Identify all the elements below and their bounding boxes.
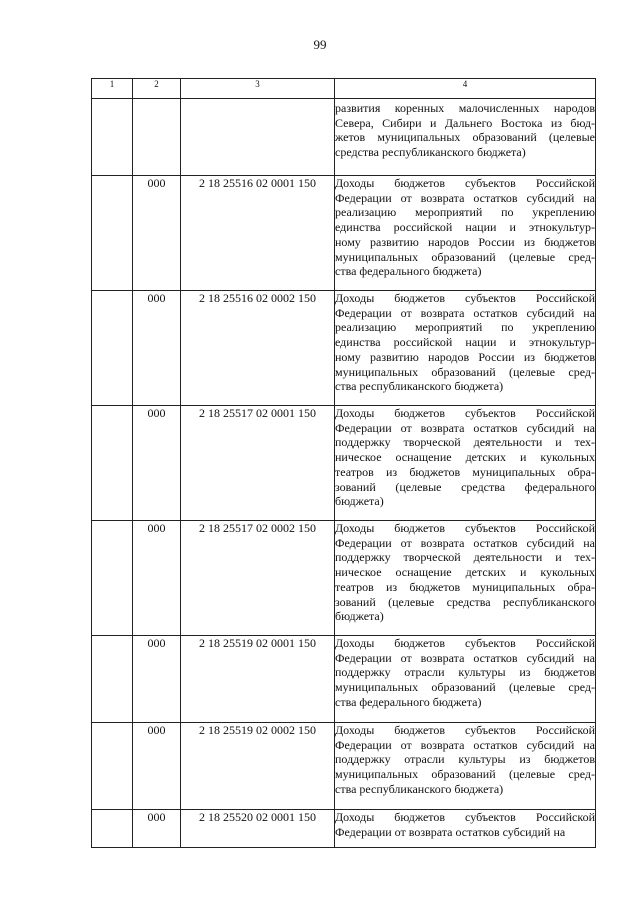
budget-classification-code: 2 18 25516 02 0002 150 [181,291,335,406]
budget-classification-code: 2 18 25520 02 0001 150 [181,810,335,848]
description-line: ства республиканского бюджета) [335,781,504,796]
description-line: Доходы бюджетов субъектов Российской [335,723,595,737]
row-column-1 [92,176,133,291]
revenue-classification-table [91,78,596,848]
admin-code: 000 [133,723,181,810]
description-line: Федерации от возврата остатков субсидий на [335,190,595,205]
description-line: муниципальных образований (целевые сред- [335,249,595,264]
description-line: поддержку отрасли культуры из бюджетов [335,752,595,767]
table-row [92,406,596,521]
description-line: ническое оснащение детских и кукольных [335,450,595,465]
budget-classification-code: 2 18 25519 02 0002 150 [181,723,335,810]
description-line: Федерации от возврата остатков субсидий на [335,824,566,839]
column-header-4: 4 [335,79,596,99]
table-row [92,521,596,636]
admin-code: 000 [133,406,181,521]
admin-code: 000 [133,291,181,406]
row-column-1 [92,99,133,176]
budget-classification-code [181,99,335,176]
description-line: ства федерального бюджета) [335,264,482,279]
admin-code [133,99,181,176]
revenue-description [335,291,596,406]
page-number: 99 [313,37,327,52]
description-line: театров из бюджетов муниципальных обра- [335,464,595,479]
budget-classification-code: 2 18 25519 02 0001 150 [181,636,335,723]
row-column-1 [92,810,133,848]
revenue-description [335,636,596,723]
description-line: ническое оснащение детских и кукольных [335,565,595,580]
revenue-description [335,406,596,521]
table-row [92,291,596,406]
revenue-description [335,176,596,291]
description-line: жетов муниципальных образований (целевые [335,130,595,145]
description-line: поддержку отрасли культуры из бюджетов [335,665,595,680]
table-row [92,636,596,723]
table-body [92,99,596,848]
revenue-description [335,521,596,636]
description-line: Доходы бюджетов субъектов Российской [335,636,595,650]
description-line: ства республиканского бюджета) [335,379,504,394]
description-line: Севера, Сибири и Дальнего Востока из бюд- [335,115,595,130]
description-line: средства республиканского бюджета) [335,145,526,160]
row-column-1 [92,406,133,521]
admin-code: 000 [133,636,181,723]
column-header-3: 3 [181,79,335,99]
description-line: ному развитию народов России из бюджетов [335,349,595,364]
description-line: ства федерального бюджета) [335,694,482,709]
row-column-1 [92,723,133,810]
description-line: Федерации от возврата остатков субсидий на [335,650,595,665]
description-line: театров из бюджетов муниципальных обра- [335,579,595,594]
admin-code: 000 [133,176,181,291]
description-line: зований (целевые средства федерального [335,479,595,494]
column-number-row [92,79,596,99]
description-line: муниципальных образований (целевые сред- [335,680,595,695]
description-line: единства российской нации и этнокультур- [335,220,595,235]
description-line: Федерации от возврата остатков субсидий на [335,305,595,320]
table-row [92,99,596,176]
description-line: поддержку творческой деятельности и тех- [335,435,595,450]
description-line: Доходы бюджетов субъектов Российской [335,810,595,824]
column-header-1: 1 [92,79,133,99]
admin-code: 000 [133,521,181,636]
description-line: муниципальных образований (целевые сред- [335,767,595,782]
description-line: реализацию мероприятий по укреплению [335,320,595,335]
description-line: развития коренных малочисленных народов [335,101,595,115]
revenue-description [335,723,596,810]
description-line: Доходы бюджетов субъектов Российской [335,406,595,420]
description-line: реализацию мероприятий по укреплению [335,205,595,220]
description-line: Федерации от возврата остатков субсидий на [335,737,595,752]
description-line: зований (целевые средства республиканского [335,594,595,609]
budget-classification-code: 2 18 25516 02 0001 150 [181,176,335,291]
description-line: Доходы бюджетов субъектов Российской [335,521,595,535]
description-line: Доходы бюджетов субъектов Российской [335,176,595,190]
column-header-2: 2 [133,79,181,99]
description-line: муниципальных образований (целевые сред- [335,364,595,379]
budget-classification-code: 2 18 25517 02 0002 150 [181,521,335,636]
description-line: Доходы бюджетов субъектов Российской [335,291,595,305]
description-line: поддержку творческой деятельности и тех- [335,550,595,565]
table-row [92,723,596,810]
row-column-1 [92,636,133,723]
table-row [92,810,596,848]
description-line: бюджета) [335,494,384,509]
description-line: единства российской нации и этнокультур- [335,335,595,350]
table-row [92,176,596,291]
revenue-description [335,99,596,176]
row-column-1 [92,291,133,406]
row-column-1 [92,521,133,636]
revenue-description [335,810,596,848]
description-line: бюджета) [335,609,384,624]
budget-classification-code: 2 18 25517 02 0001 150 [181,406,335,521]
admin-code: 000 [133,810,181,848]
description-line: Федерации от возврата остатков субсидий на [335,535,595,550]
description-line: ному развитию народов России из бюджетов [335,234,595,249]
description-line: Федерации от возврата остатков субсидий на [335,420,595,435]
